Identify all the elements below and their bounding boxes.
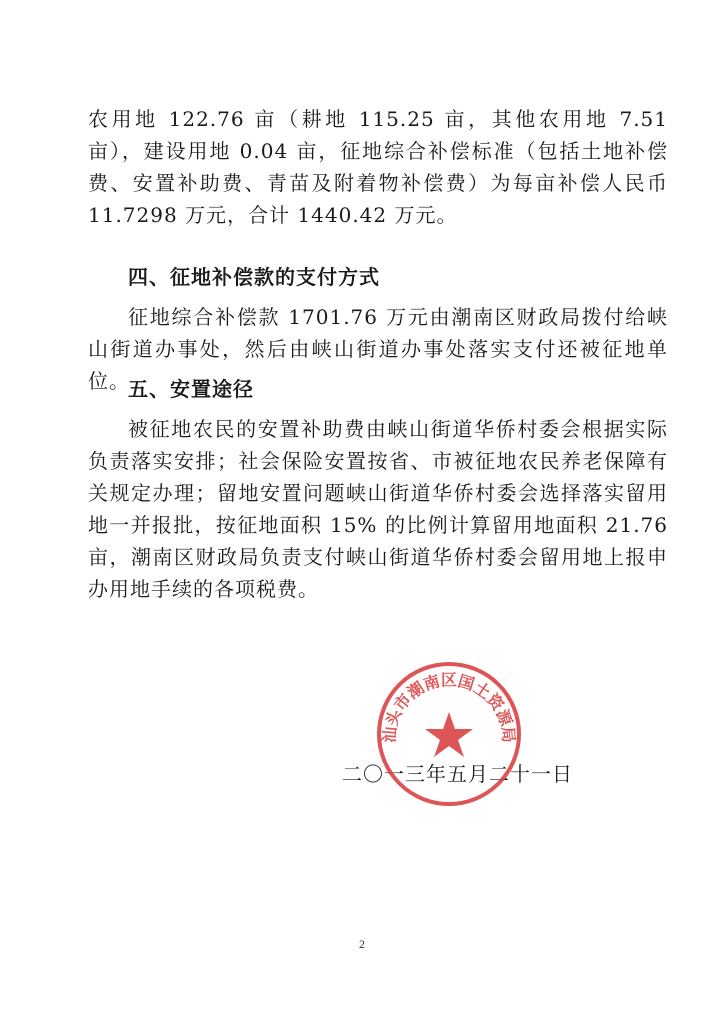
section-5-body: 被征地农民的安置补助费由峡山街道华侨村委会根据实际负责落实安排；社会保险安置按省、市被征地农民养老保障有关规定办理；留地安置问题峡山街道华侨村委会选择落实留用地一并报批，按征地面积 15% 的比例计算留用地面积 21.76 亩，潮南区财政局负责支付峡山街道华侨村委会留用地上报申办用地手续的各项税费。: [88, 417, 668, 601]
paragraph-continued: 农用地 122.76 亩（耕地 115.25 亩，其他农用地 7.51 亩），建设用地 0.04 亩，征地综合补偿标准（包括土地补偿费、安置补助费、青苗及附着物补偿费）为每亩补偿人民币 11.7298 万元，合计 1440.42 万元。: [88, 107, 668, 227]
section-4-body: 征地综合补偿款 1701.76 万元由潮南区财政局拨付给峡山街道办事处，然后由峡山街道办事处落实支付还被征地单位。: [88, 305, 668, 393]
section-4-heading: 四、征地补偿款的支付方式: [128, 265, 380, 289]
section-5-heading: 五、安置途径: [128, 377, 254, 401]
page-number: 2: [359, 937, 365, 951]
seal-text: 汕头市潮南区国土资源局: [379, 670, 519, 744]
seal-star-icon: [425, 712, 473, 757]
official-seal: [375, 660, 523, 808]
document-date: 二〇一三年五月二十一日: [342, 762, 573, 786]
